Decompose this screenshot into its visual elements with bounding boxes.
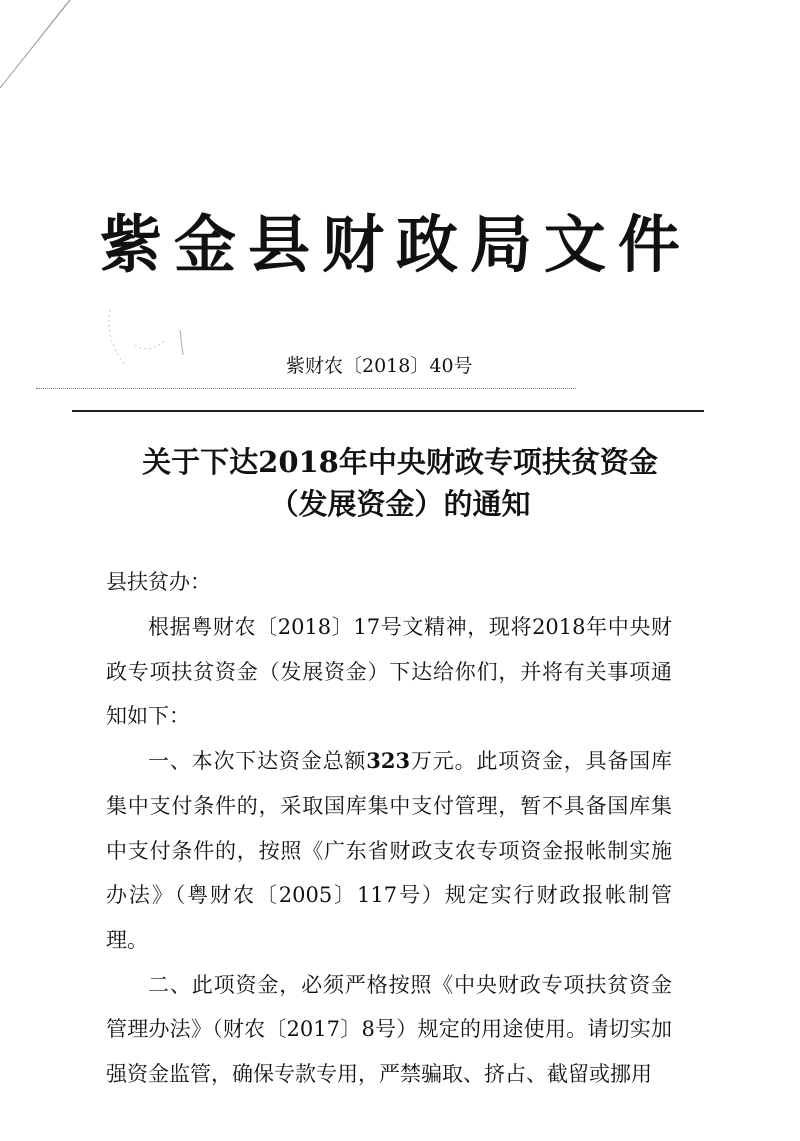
scan-dotted-line xyxy=(36,388,576,389)
fund-amount: 323 xyxy=(366,748,411,774)
body-paragraph-1: 根据粤财农〔2018〕17号文精神，现将2018年中央财政专项扶贫资金（发展资金）下达给你们，并将有关事项通知如下： xyxy=(106,615,672,729)
notice-body xyxy=(106,605,672,1097)
header-divider xyxy=(72,410,704,412)
header-char: 局 xyxy=(469,208,532,281)
faint-seal-impression xyxy=(95,270,215,390)
header-char: 件 xyxy=(617,208,680,281)
header-char: 文 xyxy=(543,208,606,281)
notice-title-line-1: 关于下达2018年中央财政专项扶贫资金 xyxy=(142,445,658,479)
para2-text-before: 一、本次下达资金总额 xyxy=(148,749,367,774)
body-paragraph-3: 二、此项资金，必须严格按照《中央财政专项扶贫资金管理办法》（财农〔2017〕8号）规定的用途使用。请切实加强资金监管，确保专款专用，严禁骗取、挤占、截留或挪用 xyxy=(106,972,672,1087)
header-char: 财 xyxy=(321,208,384,281)
agency-header-title xyxy=(100,208,680,281)
para2-text-after: 万元。此项资金，具备国库集中支付条件的，采取国库集中支付管理，暂不具备国库集中支付条件的，按照《广东省财政支农专项资金报帐制实施办法》（粤财农〔2005〕117号）规定实行财政报帐制管理。 xyxy=(106,749,673,952)
header-char: 政 xyxy=(395,208,458,281)
notice-title-line-2: （发展资金）的通知 xyxy=(269,487,531,521)
header-char: 金 xyxy=(173,208,236,281)
body-paragraph-2 xyxy=(106,739,672,963)
scan-corner-stroke xyxy=(0,0,80,100)
document-number: 紫财农〔2018〕40号 xyxy=(286,355,473,377)
salutation: 县扶贫办： xyxy=(106,570,211,594)
header-char: 紫 xyxy=(100,208,163,281)
header-char: 县 xyxy=(247,208,310,281)
